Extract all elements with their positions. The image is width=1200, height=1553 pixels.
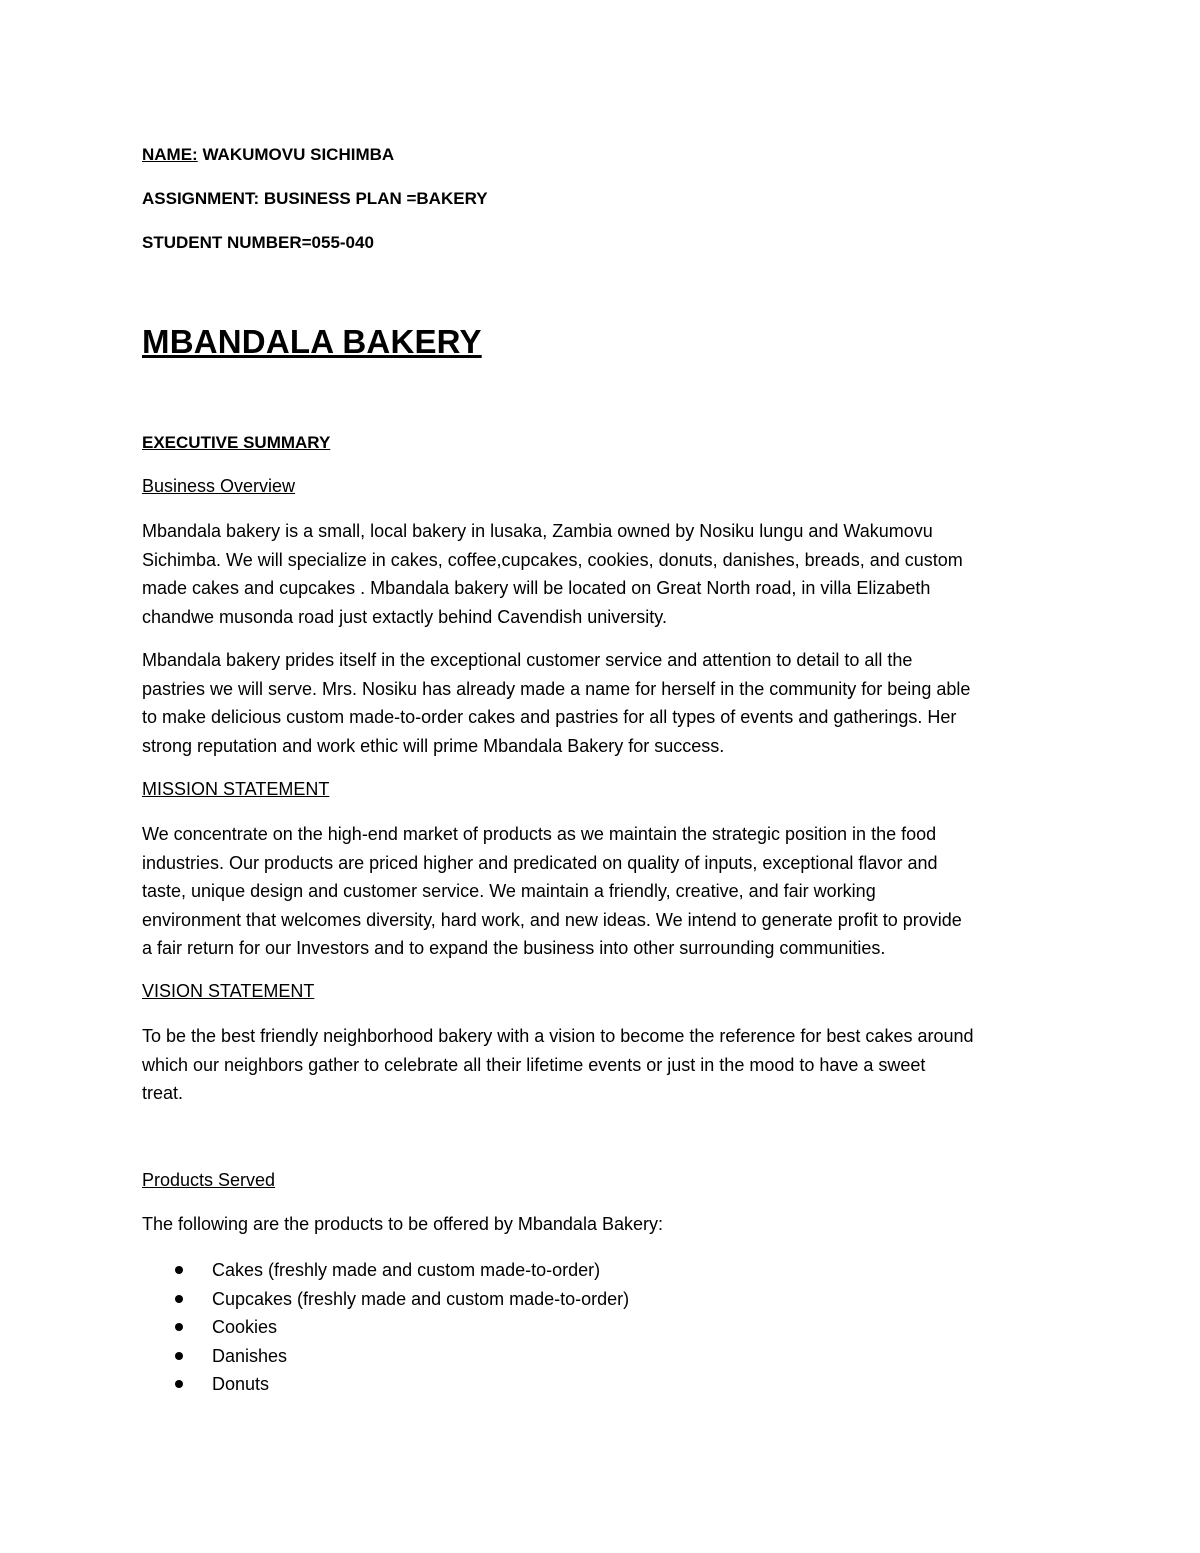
paragraph-line: We concentrate on the high-end market of products as we maintain the strategic position in the food: [142, 824, 937, 844]
student-number-line: STUDENT NUMBER=055-040: [142, 233, 374, 252]
list-item-text: Danishes: [212, 1345, 288, 1366]
products-served-heading: Products Served: [142, 1170, 276, 1190]
assignment-line: ASSIGNMENT: BUSINESS PLAN =BAKERY: [142, 189, 488, 208]
bullet-icon: [175, 1352, 183, 1360]
list-item: [142, 1256, 629, 1285]
business-overview-heading: Business Overview: [142, 476, 296, 496]
list-item-text: Donuts: [212, 1374, 270, 1395]
paragraph-line: industries. Our products are priced higher and predicated on quality of inputs, exceptional flavor and: [142, 852, 938, 873]
bullet-icon: [175, 1295, 183, 1303]
paragraph-line: Sichimba. We will specialize in cakes, coffee,cupcakes, cookies, donuts, danishes, breads, and custom: [142, 549, 963, 570]
executive-summary-heading: EXECUTIVE SUMMARY: [142, 433, 331, 452]
paragraph-line: treat.: [142, 1083, 184, 1103]
paragraph-line: made cakes and cupcakes . Mbandala bakery will be located on Great North road, in villa Elizabeth: [142, 578, 931, 598]
vision-statement-heading: VISION STATEMENT: [142, 981, 315, 1001]
list-item: [142, 1313, 629, 1342]
bullet-icon: [175, 1323, 183, 1331]
list-item-text: Cupcakes (freshly made and custom made-to-order): [212, 1288, 630, 1309]
business-overview-paragraph-2: [142, 646, 1062, 760]
paragraph-line: Mbandala bakery is a small, local bakery in lusaka, Zambia owned by Nosiku lungu and Wakumovu: [142, 521, 933, 541]
paragraph-line: to make delicious custom made-to-order cakes and pastries for all types of events and gatherings. Her: [142, 707, 957, 727]
paragraph-line: Mbandala bakery prides itself in the exceptional customer service and attention to detail to all the: [142, 650, 913, 670]
name-label: NAME:: [142, 145, 198, 164]
document-title: MBANDALA BAKERY: [142, 323, 482, 360]
bullet-icon: [175, 1266, 183, 1274]
list-item-text: Cookies: [212, 1317, 278, 1338]
vision-statement-paragraph: [142, 1022, 1062, 1108]
paragraph-line: environment that welcomes diversity, hard work, and new ideas. We intend to generate profit to provide: [142, 909, 962, 930]
list-item: [142, 1370, 629, 1399]
products-intro: The following are the products to be offered by Mbandala Bakery:: [142, 1214, 663, 1234]
mission-statement-paragraph: [142, 820, 1062, 963]
list-item: [142, 1342, 629, 1371]
mission-statement-heading: MISSION STATEMENT: [142, 779, 330, 799]
list-item: [142, 1285, 629, 1314]
paragraph-line: chandwe musonda road just extactly behind Cavendish university.: [142, 606, 667, 627]
student-name-line: [142, 145, 394, 165]
paragraph-line: To be the best friendly neighborhood bakery with a vision to become the reference for best cakes around: [142, 1026, 974, 1046]
paragraph-line: taste, unique design and customer service. We maintain a friendly, creative, and fair working: [142, 881, 876, 901]
products-list: [142, 1256, 629, 1399]
business-overview-paragraph-1: [142, 517, 1062, 631]
paragraph-line: pastries we will serve. Mrs. Nosiku has already made a name for herself in the community for being able: [142, 678, 971, 699]
paragraph-line: which our neighbors gather to celebrate all their lifetime events or just in the mood to have a sweet: [142, 1054, 926, 1075]
list-item-text: Cakes (freshly made and custom made-to-order): [212, 1260, 601, 1280]
paragraph-line: strong reputation and work ethic will prime Mbandala Bakery for success.: [142, 735, 725, 756]
bullet-icon: [175, 1380, 183, 1388]
paragraph-line: a fair return for our Investors and to expand the business into other surrounding communities.: [142, 938, 886, 958]
name-value: WAKUMOVU SICHIMBA: [197, 145, 395, 164]
